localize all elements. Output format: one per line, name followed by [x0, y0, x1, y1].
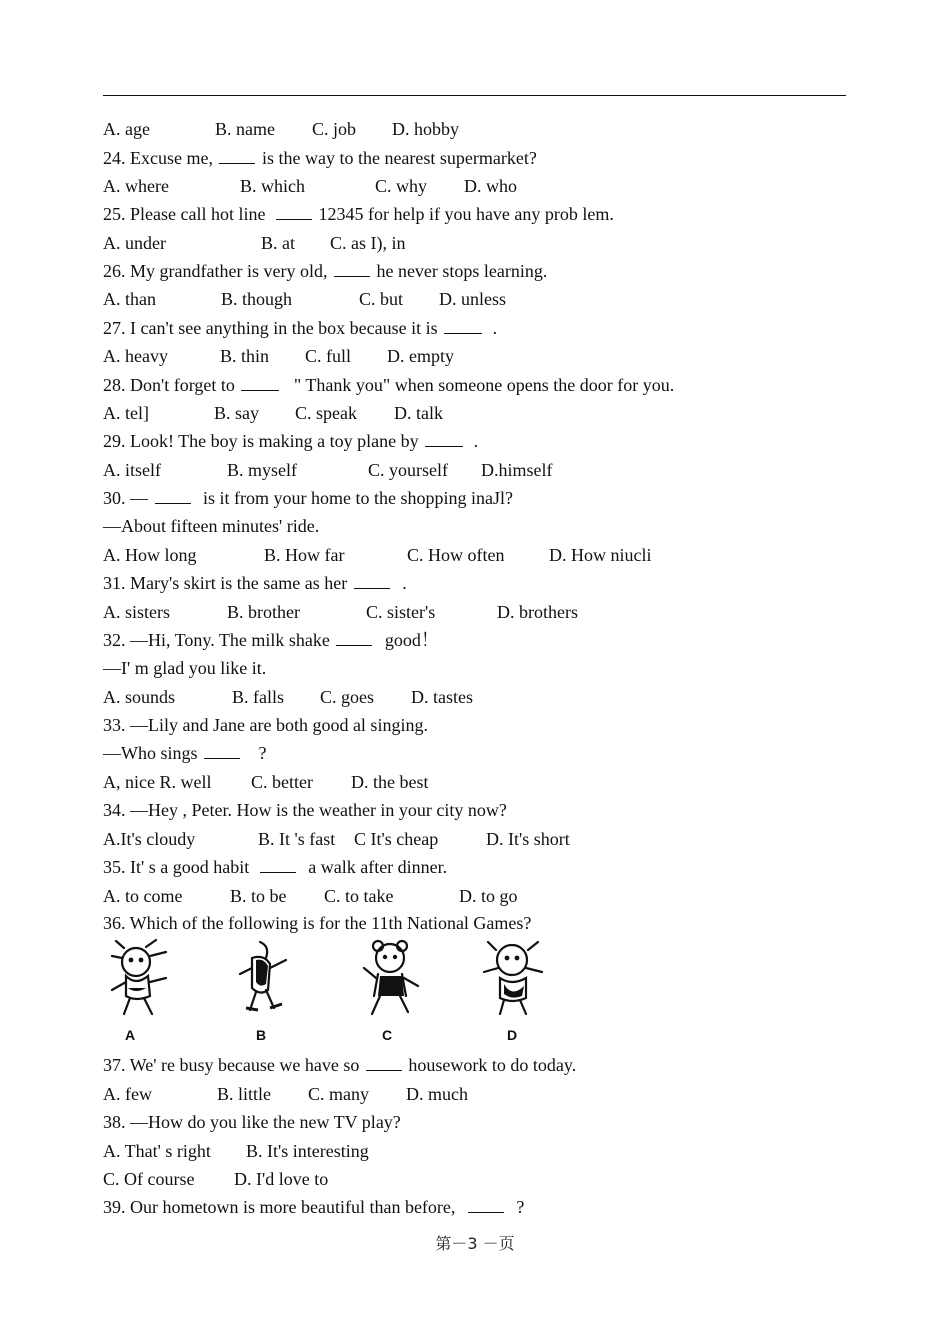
picture-label-c: C	[382, 1027, 393, 1043]
option-d: D. hobby	[392, 119, 459, 139]
option-c: C. why	[375, 176, 428, 196]
answer-blank	[155, 487, 191, 504]
option-d: D. tastes	[411, 687, 473, 707]
option-d: D. brothers	[497, 602, 578, 622]
option-d: D. talk	[394, 403, 443, 423]
question-30: 30. — is it from your home to the shopping inaJl?	[103, 488, 513, 508]
option-a: A. few	[103, 1084, 152, 1104]
option-a: A. heavy	[103, 346, 168, 366]
option-d: D. empty	[387, 346, 454, 366]
option-a: A. under	[103, 233, 166, 253]
mascot-d-image	[480, 938, 550, 1018]
option-c: C. to take	[324, 886, 394, 906]
option-b: B. falls	[232, 687, 284, 707]
option-c: C. job	[312, 119, 357, 139]
option-c: C. goes	[320, 687, 374, 707]
option-c: C. better	[251, 772, 313, 792]
option-a: A. sounds	[103, 687, 176, 707]
answer-blank	[354, 572, 390, 589]
option-b: B. brother	[227, 602, 300, 622]
option-b: B. which	[240, 176, 305, 196]
option-a: A. tel]	[103, 403, 149, 423]
option-c: C It's cheap	[354, 829, 439, 849]
option-b: B. It's interesting	[246, 1141, 369, 1161]
option-b: B. thin	[220, 346, 270, 366]
header-rule	[103, 95, 846, 96]
answer-blank	[219, 147, 255, 164]
option-d: D. to go	[459, 886, 518, 906]
question-34: 34. —Hey , Peter. How is the weather in your city now?	[103, 800, 507, 820]
option-a: A. How long	[103, 545, 197, 565]
option-c: C. as I), in	[330, 233, 406, 253]
option-a: A. That' s right	[103, 1141, 211, 1161]
option-b: B. at	[261, 233, 295, 253]
option-c: C. yourself	[368, 460, 448, 480]
mascot-b-image	[230, 938, 300, 1018]
picture-label-a: A	[125, 1027, 136, 1043]
option-d: D. How niucli	[549, 545, 652, 565]
question-36: 36. Which of the following is for the 11th National Games?	[103, 913, 532, 933]
option-b: B. myself	[227, 460, 297, 480]
question-31: 31. Mary's skirt is the same as her .	[103, 573, 407, 593]
option-a: A. sisters	[103, 602, 170, 622]
question-35: 35. It' s a good habit a walk after dinner.	[103, 857, 448, 877]
option-a: A. age	[103, 119, 150, 139]
option-b: B. How far	[264, 545, 345, 565]
option-c: C. but	[359, 289, 404, 309]
option-c: C. How often	[407, 545, 505, 565]
picture-label-b: B	[256, 1027, 267, 1043]
answer-blank	[336, 629, 372, 646]
option-c: C. Of course	[103, 1169, 195, 1189]
option-d: D.himself	[481, 460, 553, 480]
option-d: D. I'd love to	[234, 1169, 329, 1189]
question-33-reply: —Who sings ?	[103, 743, 267, 763]
question-28: 28. Don't forget to " Thank you" when someone opens the door for you.	[103, 375, 675, 395]
question-24: 24. Excuse me, is the way to the nearest supermarket?	[103, 148, 537, 168]
answer-blank	[425, 430, 463, 447]
answer-blank	[276, 203, 312, 220]
option-b: B. little	[217, 1084, 271, 1104]
question-38: 38. —How do you like the new TV play?	[103, 1112, 401, 1132]
option-b: B. say	[214, 403, 259, 423]
answer-blank	[366, 1054, 402, 1071]
question-33: 33. —Lily and Jane are both good al singing.	[103, 715, 428, 735]
answer-blank	[241, 374, 279, 391]
option-d: D. much	[406, 1084, 468, 1104]
option-c: C. full	[305, 346, 352, 366]
option-d: D. the best	[351, 772, 429, 792]
dialogue-reply-30: —About fifteen minutes' ride.	[103, 516, 320, 536]
option-a: A.It's cloudy	[103, 829, 196, 849]
option-a: A. to come	[103, 886, 183, 906]
answer-blank	[444, 317, 482, 334]
question-37: 37. We' re busy because we have so housework to do today.	[103, 1055, 577, 1075]
answer-blank	[334, 260, 370, 277]
question-29: 29. Look! The boy is making a toy plane by .	[103, 431, 479, 451]
option-d: D. who	[464, 176, 517, 196]
answer-blank	[260, 856, 296, 873]
question-39: 39. Our hometown is more beautiful than before, ?	[103, 1197, 525, 1217]
option-d: D. It's short	[486, 829, 570, 849]
question-27: 27. I can't see anything in the box because it is .	[103, 318, 498, 338]
page-number: 第－3 －页	[435, 1234, 515, 1253]
option-d: D. unless	[439, 289, 506, 309]
option-c: C. sister's	[366, 602, 436, 622]
dialogue-reply-32: —I' m glad you like it.	[103, 658, 267, 678]
question-25: 25. Please call hot line 12345 for help if you have any prob lem.	[103, 204, 614, 224]
question-32: 32. —Hi, Tony. The milk shake good！	[103, 630, 439, 650]
option-c: C. many	[308, 1084, 369, 1104]
option-a-b: A, nice R. well	[103, 772, 212, 792]
option-a: A. than	[103, 289, 156, 309]
option-a: A. itself	[103, 460, 161, 480]
mascot-a-image	[106, 938, 176, 1018]
answer-blank	[468, 1196, 504, 1213]
option-b: B. though	[221, 289, 293, 309]
picture-label-d: D	[507, 1027, 518, 1043]
option-b: B. It 's fast	[258, 829, 336, 849]
option-c: C. speak	[295, 403, 357, 423]
option-b: B. name	[215, 119, 275, 139]
question-26: 26. My grandfather is very old, he never stops learning.	[103, 261, 548, 281]
option-a: A. where	[103, 176, 169, 196]
answer-blank	[204, 742, 240, 759]
option-b: B. to be	[230, 886, 287, 906]
mascot-c-image	[358, 938, 428, 1018]
